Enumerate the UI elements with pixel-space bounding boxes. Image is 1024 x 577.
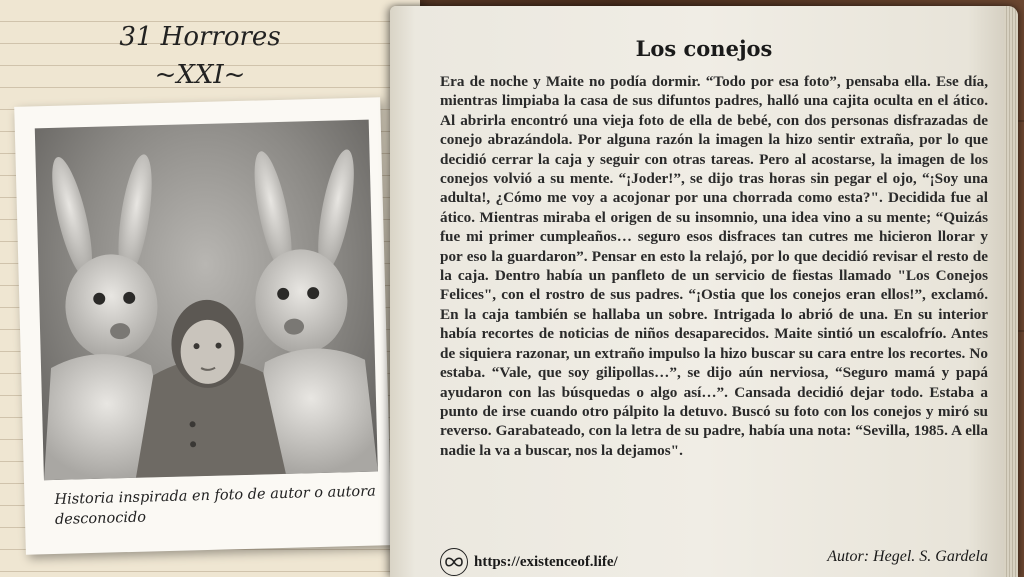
rabbit-photo-illustration — [35, 120, 378, 481]
series-title: 31 Horrores — [119, 22, 281, 52]
book-page — [390, 6, 1018, 577]
photo-caption: Historia inspirada en foto de autor o autora desconocido — [54, 483, 376, 528]
story-title: Los conejos — [635, 36, 773, 61]
page-edge — [1004, 6, 1018, 577]
polaroid-photo — [14, 97, 392, 554]
series-subtitle: ~XXI~ — [154, 60, 246, 90]
infinity-icon — [440, 548, 468, 576]
author-credit: Autor: Hegel. S. Gardela — [827, 548, 988, 565]
story-body: Era de noche y Maite no podía dormir. “Todo por esa foto”, pensaba ella. Ese día, mientras limpiaba la casa de sus difuntos padres, halló una cajita oculta en el ático. Al abrirla encontró una vieja foto de ella de bebé, con dos personas disfrazadas de conejo abrazándola. Por alguna razón la imagen la hizo sentir extraña, por lo que decidió cerrar la caja y seguir con otras tareas. Pero al acostarse, la imagen de los conejos volvió a su mente. “¡Joder!”, se dijo tras horas sin pegar el ojo, “¡Soy una adulta!, ¿Cómo me voy a acojonar por una chorrada como esta?". Decidida fue al ático. Mientras miraba el origen de su insomnio, una idea vino a su mente; “Quizás fue mi primer cumpleaños… seguro esos disfraces tan cutres me hicieron llorar y por eso la guardaron”. Pensar en esto la relajó, por lo que decidió revisar el resto de la caja. Dentro había un panfleto de un servicio de fiestas llamado "Los Conejos Felices", con el rostro de sus padres. “¡Ostia que los conejos eran ellos!”, exclamó. En la caja también se hallaba un sobre. Intrigada lo abrió de una. En su interior había recortes de noticias de niños desaparecidos. Maite sintió un escalofrío. Antes de siquiera razonar, un extraño impulso la hizo buscar su cara entre los recortes. No estaba. “Vale, que soy gilipollas…”, se dijo aún nerviosa, “Seguro mamá y papá ayudaron con las búsquedas o algo así…”. Cansada decidió dejar todo. Estaba a punto de irse cuando otro pálpito la detuvo. Buscó su foto con los conejos y miró su reverso. Garabateado, con la letra de su padre, había una nota: “Sevilla, 1985. A ella nadie la va a buscar, nos la dejamos". — [440, 73, 988, 459]
website-url[interactable]: https://existenceof.life/ — [474, 553, 618, 570]
vintage-rabbit-photo — [35, 120, 378, 481]
website-link[interactable] — [440, 548, 618, 576]
lined-paper-sheet — [0, 0, 420, 577]
